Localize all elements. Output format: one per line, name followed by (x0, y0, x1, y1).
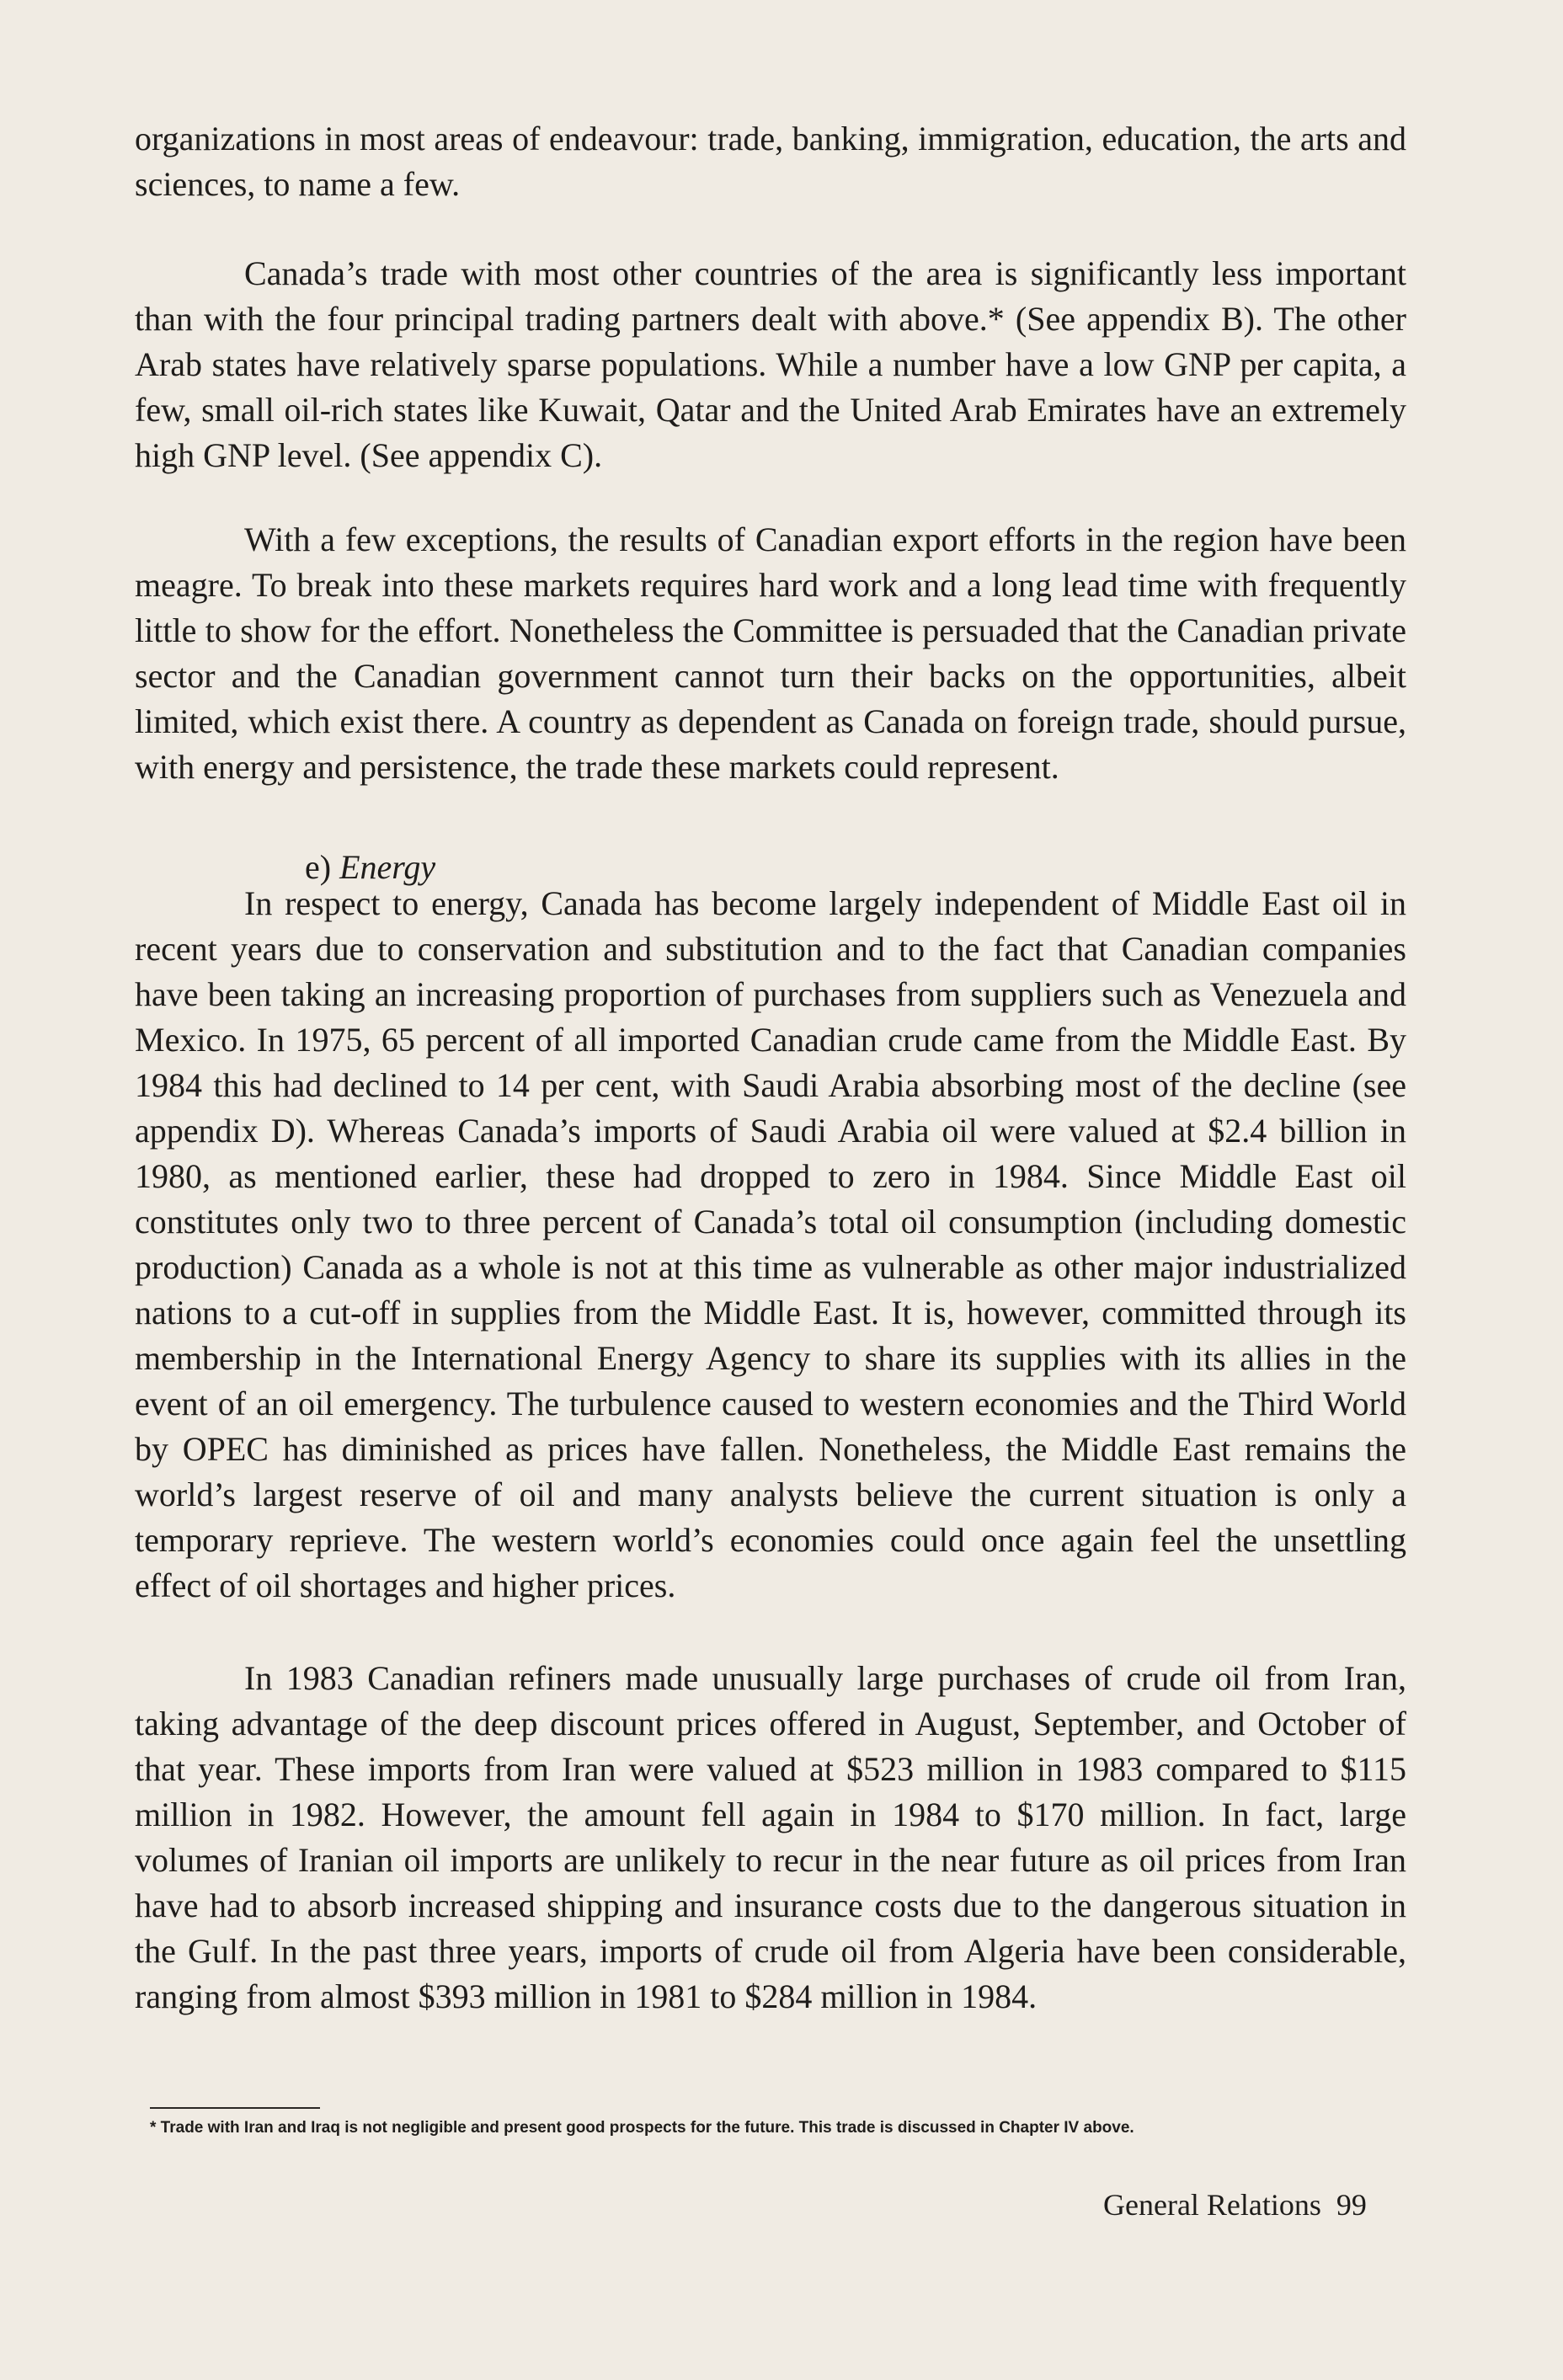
paragraph-intro (135, 116, 1406, 207)
running-footer (1103, 2185, 1440, 2224)
paragraph-export-efforts-text: With a few exceptions, the results of Canadian export efforts in the region have been meagre. To break into these markets requires hard work and a long lead time with frequently little to show for the effort. Nonetheless the Committee is persuaded that the Canadian private sector and the Canadian government cannot turn their backs on the opportunities, albeit limited, which exist there. A country as dependent as Canada on foreign trade, should pursue, with energy and persistence, the trade these markets could represent. (135, 520, 1406, 786)
paragraph-energy (135, 881, 1406, 1609)
page-number: 99 (1336, 2188, 1367, 2222)
footnote-divider (150, 2107, 320, 2109)
paragraph-energy-text: In respect to energy, Canada has become largely independent of Middle East oil in recent years due to conservation and substitution and to the fact that Canadian companies have been taking an increasing proportion of purchases from suppliers such as Venezuela and Mexico. In 1975, 65 percent of all imported Canadian crude came from the Middle East. By 1984 this had declined to 14 per cent, with Saudi Arabia absorbing most of the decline (see appendix D). Whereas Canada’s imports of Saudi Arabia oil were valued at $2.4 billion in 1980, as mentioned earlier, these had dropped to zero in 1984. Since Middle East oil constitutes only two to three percent of Canada’s total oil consumption (including domestic production) Canada as a whole is not at this time as vulnerable as other major industrialized nations to a cut-off in supplies from the Middle East. It is, however, committed through its membership in the International Energy Agency to share its supplies with its allies in the event of an oil emergency. The turbulence caused to western economies and the Third World by OPEC has diminished as prices have fallen. Nonetheless, the Middle East remains the world’s largest reserve of oil and many analysts believe the current situation is only a temporary reprieve. The western world’s economies could once again feel the unsettling effect of oil shortages and higher prices. (135, 884, 1406, 1604)
paragraph-iran-imports (135, 1656, 1406, 2020)
paragraph-intro-text: organizations in most areas of endeavour: trade, banking, immigration, education, the arts and sciences, to name a few. (135, 120, 1406, 203)
running-title: General Relations (1103, 2188, 1321, 2222)
section-title: Energy (339, 848, 436, 886)
paragraph-trade-partners-text: Canada’s trade with most other countries of the area is significantly less important than with the four principal trading partners dealt with above.* (See appendix B). The other Arab states have relatively sparse populations. While a number have a low GNP per capita, a few, small oil-rich states like Kuwait, Qatar and the United Arab Emirates have an extremely high GNP level. (See appendix C). (135, 254, 1406, 474)
paragraph-export-efforts (135, 517, 1406, 790)
paragraph-trade-partners (135, 251, 1406, 478)
footnote: * Trade with Iran and Iraq is not negligible and present good prospects for the future. This trade is discussed in Chapter IV above. (150, 2119, 1134, 2137)
paragraph-iran-imports-text: In 1983 Canadian refiners made unusually large purchases of crude oil from Iran, taking advantage of the deep discount prices offered in August, September, and October of that year. These imports from Iran were valued at $523 million in 1983 compared to $115 million in 1982. However, the amount fell again in 1984 to $170 million. In fact, large volumes of Iranian oil imports are unlikely to recur in the near future as oil prices from Iran have had to absorb increased shipping and insurance costs due to the dangerous situation in the Gulf. In the past three years, imports of crude oil from Algeria have been considerable, ranging from almost $393 million in 1981 to $284 million in 1984. (135, 1659, 1406, 2015)
section-marker: e) (305, 848, 332, 886)
